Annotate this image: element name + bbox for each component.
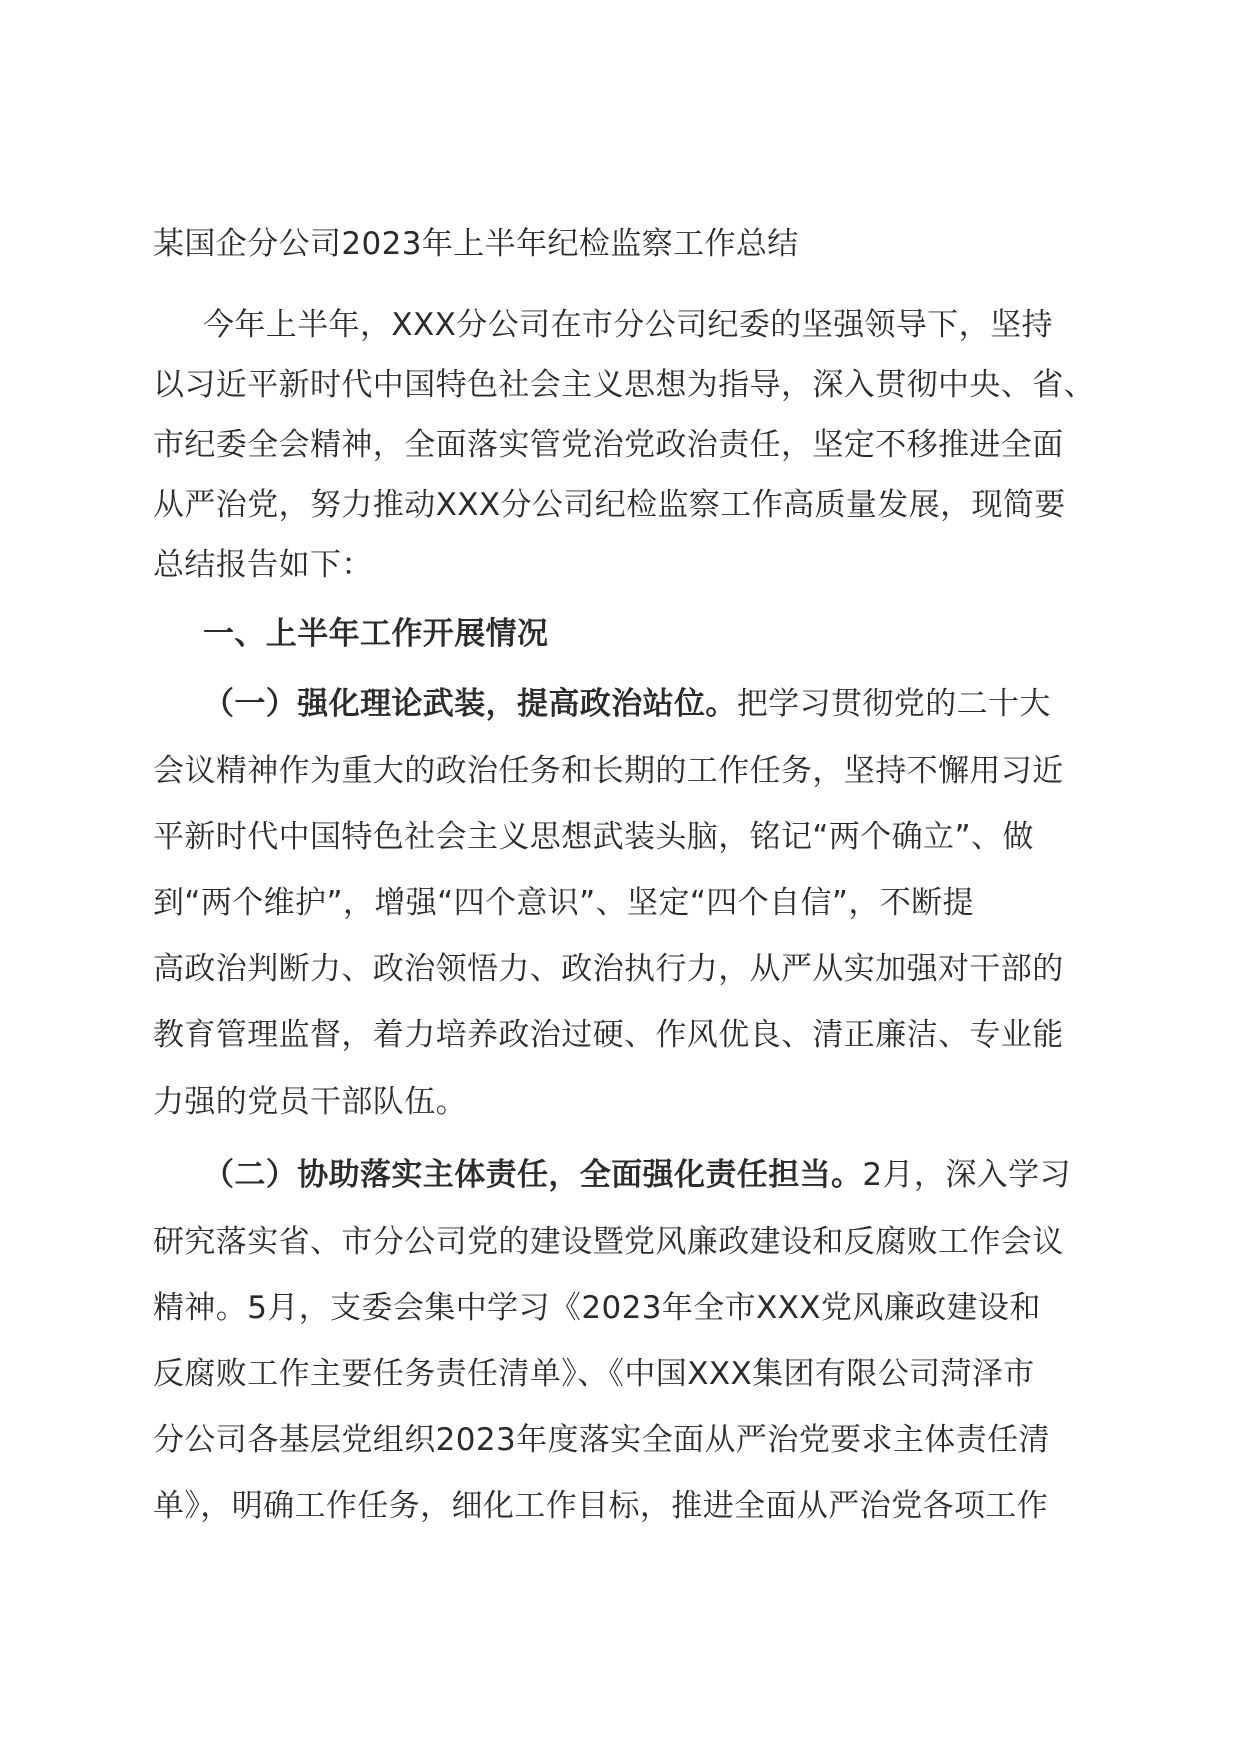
intro-line-5: 总结报告如下：: [153, 547, 373, 583]
intro-line-3: 市纪委全会精神，全面落实管党治党政治责任，坚定不移推进全面: [153, 427, 1064, 463]
subsection-2-line-5: 分公司各基层党组织2023年度落实全面从严治党要求主体责任清: [153, 1422, 1050, 1458]
subsection-1-first-line: [203, 684, 1051, 724]
subsection-1-line-6: 教育管理监督，着力培养政治过硬、作风优良、清正廉洁、专业能: [153, 1017, 1064, 1053]
document-title: 某国企分公司2023年上半年纪检监察工作总结: [153, 226, 799, 262]
intro-line-4: 从严治党，努力推动XXX分公司纪检监察工作高质量发展，现简要: [153, 487, 1066, 523]
subsection-1-line-4: 到“两个维护”，增强“四个意识”、坚定“四个自信”，不断提: [153, 885, 974, 921]
subsection-1-text: 把学习贯彻党的二十大: [736, 686, 1051, 722]
intro-line-1: 今年上半年，XXX分公司在市分公司纪委的坚强领导下，坚持: [203, 307, 1053, 343]
subsection-2-line-2: 研究落实省、市分公司党的建设暨党风廉政建设和反腐败工作会议: [153, 1224, 1064, 1260]
subsection-1-line-3: 平新时代中国特色社会主义思想武装头脑，铭记“两个确立”、做: [153, 819, 1034, 855]
subsection-2-line-6: 单》，明确工作任务，细化工作目标，推进全面从严治党各项工作: [153, 1488, 1049, 1524]
subsection-1-heading: （一）强化理论武装，提高政治站位。: [203, 686, 737, 722]
subsection-2-heading: （二）协助落实主体责任，全面强化责任担当。: [203, 1157, 863, 1193]
subsection-1-line-5: 高政治判断力、政治领悟力、政治执行力，从严从实加强对干部的: [153, 951, 1064, 987]
subsection-1-line-2: 会议精神作为重大的政治任务和长期的工作任务，坚持不懈用习近: [153, 753, 1064, 789]
subsection-2-line-4: 反腐败工作主要任务责任清单》、《中国XXX集团有限公司菏泽市: [153, 1356, 1035, 1392]
subsection-2-first-line: [203, 1155, 1071, 1195]
section-heading-1: 一、上半年工作开展情况: [203, 616, 549, 652]
intro-line-2: 以习近平新时代中国特色社会主义思想为指导，深入贯彻中央、省、: [153, 367, 1095, 403]
subsection-2-line-3: 精神。5月，支委会集中学习《2023年全市XXX党风廉政建设和: [153, 1290, 1041, 1326]
subsection-2-text: 2月，深入学习: [862, 1157, 1071, 1193]
subsection-1-line-7: 力强的党员干部队伍。: [153, 1084, 467, 1120]
